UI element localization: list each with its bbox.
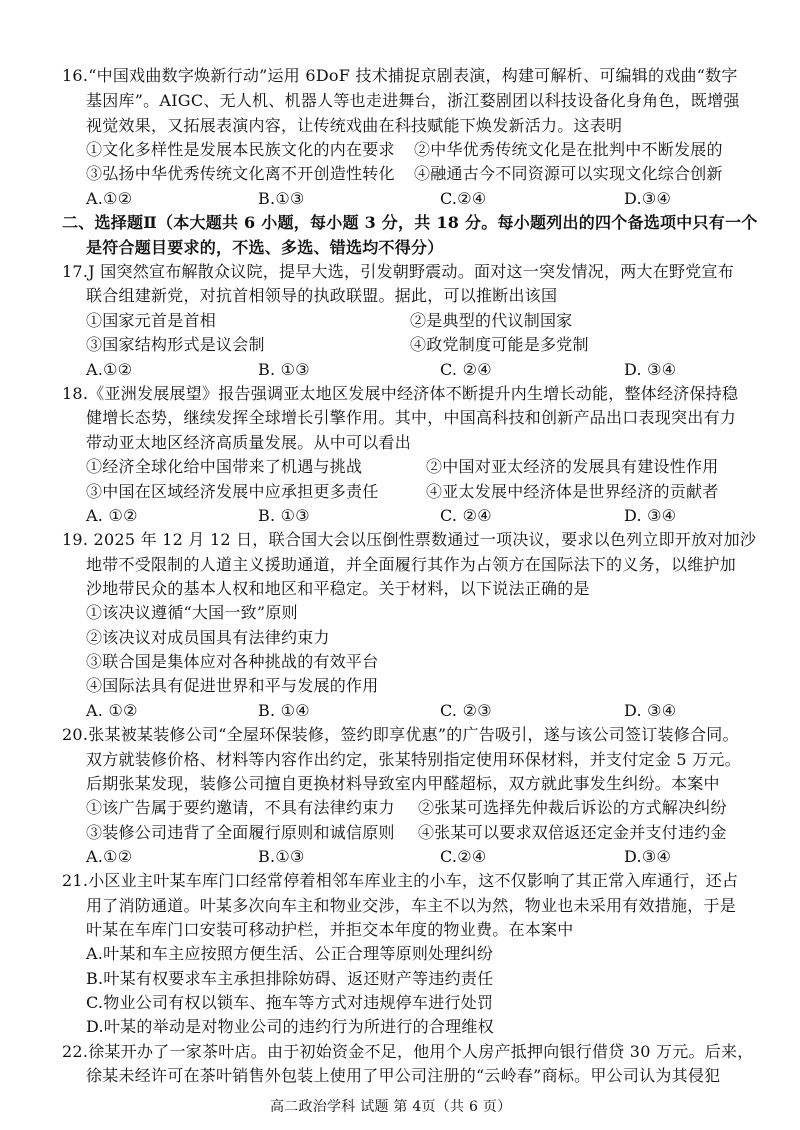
q18-stem-line-1: 18.《亚洲发展展望》报告强调亚太地区发展中经济体不断提升内生增长动能，整体经济保持稳 (62, 384, 739, 403)
section-2-heading-line-2: 是符合题目要求的，不选、多选、错选均不得分） (86, 238, 444, 257)
q20-option-3: ③装修公司违背了全面履行原则和诚信原则 (86, 823, 395, 842)
q19-option-4: ④国际法具有促进世界和平与发展的作用 (86, 676, 379, 695)
q17-choice-a: A.①② (86, 360, 133, 379)
q16-stem-line-2: 基因库”。AIGC、无人机、机器人等也走进舞台，浙江婺剧团以科技设备化身角色，既增强 (86, 91, 740, 110)
q19-option-1: ①该决议遵循“大国一致”原则 (86, 603, 298, 622)
q21-stem-line-3: 叶某在车库门口安装可移动护栏，并拒交本年度的物业费。在本案中 (86, 920, 574, 939)
q22-stem-line-1: 22.徐某开办了一家茶叶店。由于初始资金不足，他用个人房产抵押向银行借贷 30 万元。后来， (62, 1042, 754, 1061)
q17-option-3: ③国家结构形式是议会制 (86, 335, 265, 354)
q16-choice-c: C.②④ (440, 189, 487, 208)
q17-choice-d: D. ③④ (624, 360, 677, 379)
q16-option-1: ①文化多样性是发展本民族文化的内在要求 (86, 140, 395, 159)
q18-option-3: ③中国在区域经济发展中应承担更多责任 (86, 482, 379, 501)
q18-choice-b: B. ①③ (258, 506, 310, 525)
q16-option-3: ③弘扬中华优秀传统文化离不开创造性转化 (86, 164, 395, 183)
q16-stem-line-1: 16.“中国戏曲数字焕新行动”运用 6DoF 技术捕捉京剧表演，构建可解析、可编辑的戏曲“数字 (62, 66, 738, 85)
q19-stem-line-2: 地带不受限制的人道主义援助通道，并全面履行其作为占领方在国际法下的义务，以维护加 (86, 555, 737, 574)
q16-option-4: ④融通古今不同资源可以实现文化综合创新 (414, 164, 723, 183)
q20-option-1: ①该广告属于要约邀请，不具有法律约束力 (86, 798, 395, 817)
q20-choice-c: C.②④ (440, 847, 487, 866)
q21-stem-line-2: 用了消防通道。叶某多次向车主和物业交涉，车主不以为然，物业也未采用有效措施，于是 (86, 896, 737, 915)
q20-stem-line-3: 后期张某发现，装修公司擅自更换材料导致室内甲醛超标，双方就此事发生纠纷。本案中 (86, 774, 720, 793)
q18-choice-c: C. ②④ (440, 506, 492, 525)
q17-option-2: ②是典型的代议制国家 (410, 311, 573, 330)
q20-stem-line-1: 20.张某被某装修公司“全屋环保装修，签约即享优惠”的广告吸引，遂与该公司签订装修合同。 (62, 725, 739, 744)
q18-option-1: ①经济全球化给中国带来了机遇与挑战 (86, 457, 363, 476)
q18-stem-line-3: 带动亚太地区经济高质量发展。从中可以看出 (86, 433, 412, 452)
q18-choice-a: A. ①② (86, 506, 138, 525)
q21-option-a: A.叶某和车主应按照方便生活、公正合理等原则处理纠纷 (86, 944, 494, 963)
q16-choice-a: A.①② (86, 189, 133, 208)
q18-choice-d: D. ③④ (624, 506, 677, 525)
q19-choice-b: B. ①④ (258, 701, 310, 720)
q19-choice-c: C. ②③ (440, 701, 492, 720)
q21-option-b: B.叶某有权要求车主承担排除妨碍、返还财产等违约责任 (86, 969, 494, 988)
q17-choice-c: C. ②④ (440, 360, 492, 379)
q20-choice-b: B.①③ (258, 847, 305, 866)
q20-option-2: ②张某可选择先仲裁后诉讼的方式解决纠纷 (418, 798, 727, 817)
q16-option-2: ②中华优秀传统文化是在批判中不断发展的 (414, 140, 723, 159)
q17-option-1: ①国家元首是首相 (86, 311, 217, 330)
q18-stem-line-2: 健增长态势，继续发挥全球增长引擎作用。其中，中国高科技和创新产品出口表现突出有力 (86, 408, 737, 427)
q21-option-c: C.物业公司有权以锁车、拖车等方式对违规停车进行处罚 (86, 993, 494, 1012)
page-footer: 高二政治学科 试题 第 4页（共 6 页） (270, 1099, 512, 1115)
q17-choice-b: B. ①③ (258, 360, 310, 379)
q19-option-2: ②该决议对成员国具有法律约束力 (86, 628, 330, 647)
q19-option-3: ③联合国是集体应对各种挑战的有效平台 (86, 652, 379, 671)
q20-option-4: ④张某可以要求双倍返还定金并支付违约金 (418, 823, 727, 842)
q16-stem-line-3: 视觉效果，又拓展表演内容，让传统戏曲在科技赋能下焕发新活力。这表明 (86, 116, 623, 135)
q16-choice-d: D.③④ (624, 189, 672, 208)
section-2-heading-line-1: 二、选择题Ⅱ（本大题共 6 小题，每小题 3 分，共 18 分。每小题列出的四个备选项中只有一个 (62, 213, 758, 232)
q19-stem-line-3: 沙地带民众的基本人权和地区和平稳定。关于材料，以下说法正确的是 (86, 579, 590, 598)
q17-stem-line-1: 17.J 国突然宣布解散众议院，提早大选，引发朝野震动。面对这一突发情况，两大在野党宣布 (62, 262, 734, 281)
q17-stem-line-2: 联合组建新党，对抗首相领导的执政联盟。据此，可以推断出该国 (86, 286, 558, 305)
q16-choice-b: B.①③ (258, 189, 305, 208)
q22-stem-line-2: 徐某未经许可在茶叶销售外包装上使用了甲公司注册的“云岭春”商标。甲公司认为其侵犯 (86, 1066, 721, 1085)
q19-stem-line-1: 19. 2025 年 12 月 12 日，联合国大会以压倒性票数通过一项决议，要求以色列立即开放对加沙 (62, 530, 757, 549)
q17-option-4: ④政党制度可能是多党制 (410, 335, 589, 354)
q20-stem-line-2: 双方就装修价格、材料等内容作出约定，张某特别指定使用环保材料，并支付定金 5 万元。 (86, 750, 741, 769)
q20-choice-d: D.③④ (624, 847, 672, 866)
q21-stem-line-1: 21.小区业主叶某车库门口经常停着相邻车库业主的小车，这不仅影响了其正常入库通行，还占 (62, 871, 739, 890)
q18-option-2: ②中国对亚太经济的发展具有建设性作用 (426, 457, 719, 476)
q19-choice-a: A. ①② (86, 701, 138, 720)
q18-option-4: ④亚太发展中经济体是世界经济的贡献者 (426, 482, 719, 501)
q21-option-d: D.叶某的举动是对物业公司的违约行为所进行的合理维权 (86, 1017, 494, 1036)
q19-choice-d: D. ③④ (624, 701, 677, 720)
q20-choice-a: A.①② (86, 847, 133, 866)
